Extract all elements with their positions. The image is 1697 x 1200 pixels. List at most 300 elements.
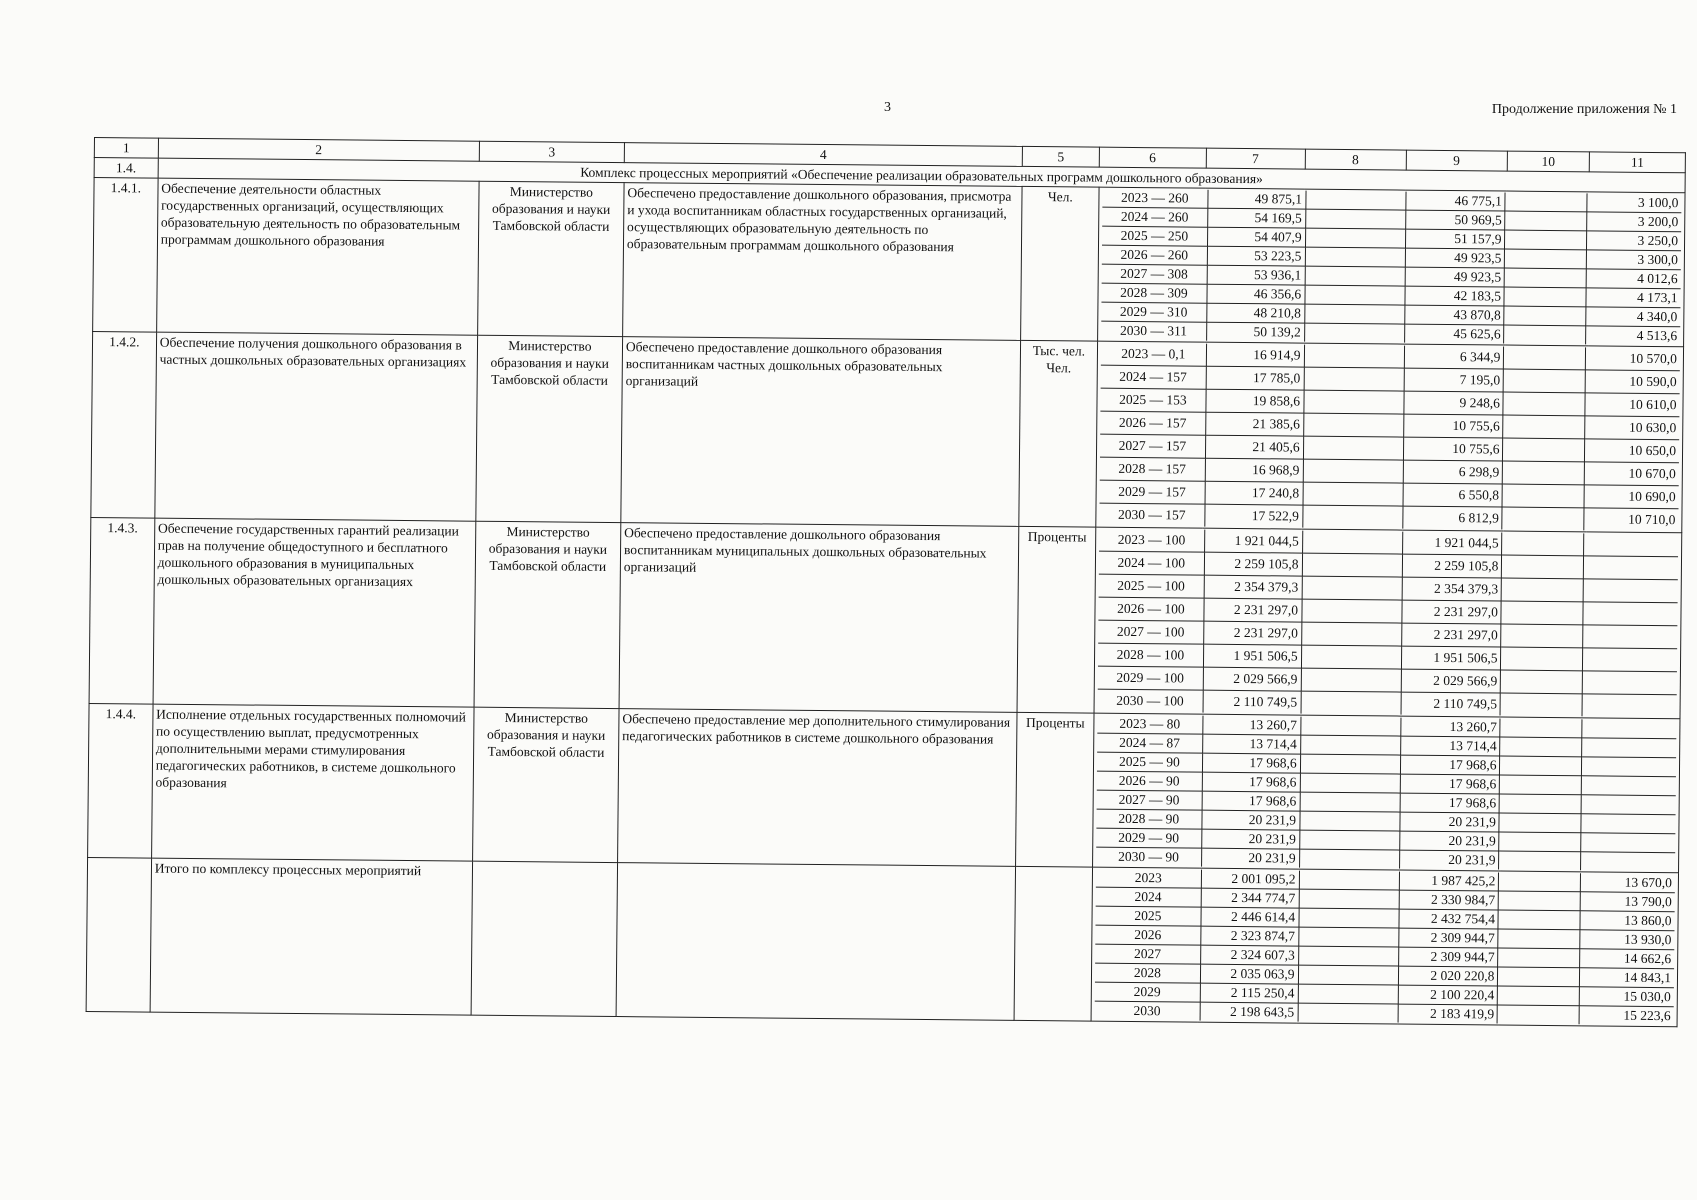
- amount-c7: 13 714,4: [1202, 734, 1300, 754]
- year-target: 2027 — 90: [1097, 790, 1203, 810]
- amount-c7: 2 259 105,8: [1204, 552, 1302, 576]
- amount-c9: 46 775,1: [1405, 192, 1505, 211]
- amount-c11: [1580, 852, 1675, 871]
- amount-c9: 9 248,6: [1403, 391, 1503, 415]
- amount-c9: 2 259 105,8: [1402, 554, 1502, 578]
- amount-c11: 10 650,0: [1584, 439, 1679, 463]
- amount-c10: [1498, 1005, 1580, 1024]
- amount-c11: [1583, 556, 1678, 580]
- amount-c11: 13 790,0: [1580, 892, 1675, 912]
- amount-c10: [1502, 555, 1584, 579]
- amount-c10: [1505, 268, 1587, 288]
- unit: [1017, 526, 1096, 713]
- amount-c8: [1299, 889, 1399, 909]
- values-table: [1096, 715, 1677, 872]
- year-target: 2030 — 157: [1099, 503, 1205, 527]
- amount-c11: 10 690,0: [1584, 485, 1679, 509]
- amount-c8: [1298, 1003, 1398, 1022]
- year-target: 2030 — 311: [1101, 321, 1207, 341]
- values-table: [1101, 189, 1682, 346]
- amount-c9: 49 923,5: [1405, 267, 1505, 287]
- col-header: 1: [94, 138, 158, 159]
- year-target: 2029: [1095, 982, 1201, 1002]
- amount-c8: [1299, 811, 1399, 831]
- amount-c10: [1504, 287, 1586, 307]
- amount-c8: [1304, 304, 1404, 324]
- amount-c10: [1504, 306, 1586, 326]
- year-target: 2026 — 157: [1100, 411, 1206, 435]
- col-header: 3: [479, 141, 624, 162]
- amount-c8: [1302, 576, 1402, 600]
- table-row: [86, 857, 1678, 1026]
- amount-c9: 2 432 754,4: [1398, 909, 1498, 929]
- amount-c10: [1499, 873, 1581, 892]
- amount-c7: 19 858,6: [1206, 389, 1304, 413]
- amount-c7: 20 231,9: [1202, 810, 1300, 830]
- year-target: 2028 — 157: [1100, 457, 1206, 481]
- amount-c10: [1500, 756, 1582, 776]
- amount-c7: 2 344 774,7: [1201, 888, 1299, 908]
- year-target: 2029 — 157: [1099, 480, 1205, 504]
- amount-c7: 20 231,9: [1202, 829, 1300, 849]
- amount-c10: [1503, 415, 1585, 439]
- amount-c11: [1583, 625, 1678, 649]
- unit: [1014, 866, 1092, 1021]
- values-block: [1097, 187, 1685, 347]
- amount-c8: [1305, 247, 1405, 267]
- amount-c11: [1582, 738, 1677, 758]
- year-target: 2026 — 90: [1097, 771, 1203, 791]
- amount-c9: 10 755,6: [1403, 414, 1503, 438]
- amount-c11: 13 860,0: [1580, 911, 1675, 931]
- year-target: 2027 — 308: [1102, 264, 1208, 284]
- year-target: 2029 — 90: [1096, 828, 1202, 848]
- amount-c11: [1581, 814, 1676, 834]
- amount-c9: 49 923,5: [1405, 248, 1505, 268]
- unit-label: Чел.: [1047, 189, 1073, 205]
- amount-c11: 14 662,6: [1580, 949, 1675, 969]
- unit-label: Проценты: [1027, 528, 1087, 545]
- amount-c7: 20 231,9: [1201, 848, 1299, 867]
- year-target: 2024 — 100: [1099, 551, 1205, 575]
- amount-c9: 1 987 425,2: [1399, 872, 1499, 891]
- amount-c11: 10 710,0: [1584, 508, 1679, 531]
- row-number: [86, 857, 151, 1012]
- row-number: 1.4.1.: [93, 178, 158, 333]
- amount-c9: 2 231 297,0: [1401, 600, 1501, 624]
- amount-c11: [1581, 776, 1676, 796]
- result-description: Обеспечено предоставление дошкольного образования, присмотра и ухода воспитанникам областных государственных организаций, осуществляющих образовательную деятельность по образовательным программам дошкольного образования: [623, 183, 1022, 341]
- year-target: 2023 — 260: [1102, 189, 1208, 209]
- year-target: 2028: [1095, 963, 1201, 983]
- amount-c10: [1499, 832, 1581, 852]
- amount-c9: 51 157,9: [1405, 229, 1505, 249]
- amount-c8: [1299, 908, 1399, 928]
- col-header: 9: [1406, 150, 1507, 171]
- amount-c7: 2 323 874,7: [1201, 926, 1299, 946]
- amount-c10: [1503, 438, 1585, 462]
- amount-c7: 49 875,1: [1208, 190, 1306, 209]
- activity-name: Итого по комплексу процессных мероприятий: [150, 858, 473, 1015]
- amount-c8: [1298, 984, 1398, 1004]
- amount-c7: 48 210,8: [1207, 303, 1305, 323]
- amount-c10: [1501, 647, 1583, 671]
- amount-c9: 2 330 984,7: [1399, 890, 1499, 910]
- program-table: [86, 137, 1686, 1027]
- amount-c9: 2 100 220,4: [1398, 985, 1498, 1005]
- amount-c8: [1303, 413, 1403, 437]
- activity-name: Обеспечение государственных гарантий реализации прав на получение общедоступного и бесплатного дошкольного образования в муниципальных дошкольных образовательных организациях: [153, 518, 476, 707]
- amount-c8: [1303, 436, 1403, 460]
- amount-c9: 6 344,9: [1404, 346, 1504, 369]
- amount-c9: 43 870,8: [1404, 305, 1504, 325]
- year-target: 2023: [1096, 869, 1202, 889]
- amount-c9: 20 231,9: [1399, 831, 1499, 851]
- amount-c7: 21 405,6: [1205, 435, 1303, 459]
- amount-c7: 1 921 044,5: [1204, 530, 1302, 553]
- amount-c10: [1500, 737, 1582, 757]
- amount-c7: 17 785,0: [1206, 366, 1304, 390]
- amount-c11: 10 610,0: [1585, 393, 1680, 417]
- amount-c9: 20 231,9: [1399, 850, 1499, 869]
- year-target: 2023 — 0,1: [1101, 343, 1207, 367]
- amount-c11: [1582, 694, 1677, 717]
- section-title: Комплекс процессных мероприятий «Обеспечение реализации образовательных программ дошкольного образования»: [158, 158, 1685, 193]
- year-target: 2027 — 100: [1098, 620, 1204, 644]
- table-row: [89, 517, 1682, 718]
- amount-c11: [1581, 757, 1676, 777]
- amount-c11: 4 340,0: [1586, 307, 1681, 327]
- amount-c10: [1501, 601, 1583, 625]
- amount-c11: 10 630,0: [1585, 416, 1680, 440]
- amount-c8: [1299, 830, 1399, 850]
- amount-c9: 13 714,4: [1400, 736, 1500, 756]
- amount-c10: [1499, 813, 1581, 833]
- row-number: 1.4.2.: [91, 331, 157, 518]
- amount-c11: [1583, 602, 1678, 626]
- result-description: Обеспечено предоставление дошкольного образования воспитанникам муниципальных дошкольных образовательных организаций: [619, 523, 1019, 713]
- amount-c9: 6 550,8: [1403, 483, 1503, 507]
- table-row: [88, 703, 1680, 872]
- amount-c8: [1300, 735, 1400, 755]
- amount-c9: 17 968,6: [1400, 774, 1500, 794]
- amount-c7: 1 951 506,5: [1203, 644, 1301, 668]
- amount-c11: 13 670,0: [1580, 873, 1675, 892]
- executor: Министерство образования и науки Тамбовской области: [476, 335, 623, 522]
- amount-c11: 10 670,0: [1584, 462, 1679, 486]
- amount-c8: [1300, 792, 1400, 812]
- amount-c11: 3 300,0: [1586, 250, 1681, 270]
- amount-c9: 13 260,7: [1400, 718, 1500, 737]
- amount-c11: 10 590,0: [1585, 370, 1680, 394]
- amount-c9: 2 029 566,9: [1401, 669, 1501, 693]
- amount-c10: [1505, 211, 1587, 231]
- activity-name: Исполнение отдельных государственных полномочий по осуществлению выплат, предусмотренных дополнительными мерами стимулирования педагогических работников, в системе дошкольного образования: [151, 704, 474, 861]
- amount-c11: [1582, 671, 1677, 695]
- amount-c9: 1 921 044,5: [1402, 532, 1502, 555]
- year-target: 2024: [1096, 887, 1202, 907]
- amount-c9: 20 231,9: [1399, 812, 1499, 832]
- amount-c9: 7 195,0: [1404, 368, 1504, 392]
- values-block: [1091, 867, 1679, 1027]
- amount-c10: [1503, 392, 1585, 416]
- amount-c11: [1581, 795, 1676, 815]
- amount-c11: [1583, 579, 1678, 603]
- amount-c7: 16 914,9: [1206, 344, 1304, 367]
- year-target: 2025 — 153: [1100, 388, 1206, 412]
- values-block: [1096, 341, 1684, 533]
- unit: [1015, 712, 1093, 867]
- amount-c10: [1500, 775, 1582, 795]
- amount-c8: [1302, 531, 1402, 554]
- amount-c10: [1500, 719, 1582, 738]
- year-target: 2024 — 157: [1101, 365, 1207, 389]
- unit: [1019, 340, 1098, 527]
- amount-c7: 46 356,6: [1207, 284, 1305, 304]
- amount-c9: 2 354 379,3: [1402, 577, 1502, 601]
- amount-c9: 50 969,5: [1405, 210, 1505, 230]
- amount-c7: 2 198 643,5: [1200, 1002, 1298, 1021]
- amount-c11: 3 250,0: [1586, 231, 1681, 251]
- activity-name: Обеспечение деятельности областных государственных организаций, осуществляющих образовательную деятельность по образовательным программам дошкольного образования: [156, 178, 479, 335]
- table-row: [93, 178, 1685, 347]
- amount-c7: 54 407,9: [1207, 227, 1305, 247]
- executor: Министерство образования и науки Тамбовской области: [477, 181, 624, 336]
- amount-c7: 2 354 379,3: [1204, 575, 1302, 599]
- year-target: 2025 — 250: [1102, 226, 1208, 246]
- year-target: 2023 — 80: [1097, 715, 1203, 735]
- year-target: 2030 — 90: [1096, 847, 1202, 867]
- amount-c11: [1582, 719, 1677, 738]
- amount-c10: [1501, 624, 1583, 648]
- amount-c9: 1 951 506,5: [1401, 646, 1501, 670]
- year-target: 2027 — 157: [1100, 434, 1206, 458]
- col-header: 5: [1022, 146, 1099, 167]
- amount-c10: [1502, 533, 1584, 556]
- row-number: 1.4.4.: [88, 703, 153, 858]
- year-target: 2024 — 87: [1097, 733, 1203, 753]
- amount-c9: 10 755,6: [1403, 437, 1503, 461]
- amount-c10: [1504, 325, 1586, 344]
- amount-c10: [1502, 507, 1584, 530]
- page-number: 3: [884, 100, 891, 115]
- amount-c8: [1304, 323, 1404, 342]
- col-header: 4: [624, 143, 1022, 167]
- amount-c11: 13 930,0: [1580, 930, 1675, 950]
- year-target: 2024 — 260: [1102, 207, 1208, 227]
- year-target: 2025 — 100: [1099, 574, 1205, 598]
- amount-c10: [1498, 967, 1580, 987]
- year-target: 2028 — 90: [1096, 809, 1202, 829]
- amount-c8: [1301, 645, 1401, 669]
- amount-c7: 2 029 566,9: [1203, 667, 1301, 691]
- col-header: 7: [1206, 148, 1305, 169]
- amount-c8: [1299, 871, 1399, 890]
- section-number: 1.4.: [94, 158, 158, 179]
- amount-c11: 15 223,6: [1579, 1006, 1674, 1025]
- amount-c8: [1303, 459, 1403, 483]
- amount-c11: 15 030,0: [1579, 987, 1674, 1007]
- amount-c11: 4 012,6: [1586, 269, 1681, 289]
- amount-c7: 2 231 297,0: [1204, 598, 1302, 622]
- amount-c9: 2 020 220,8: [1398, 966, 1498, 986]
- amount-c9: 17 968,6: [1400, 793, 1500, 813]
- year-target: 2029 — 100: [1098, 666, 1204, 690]
- amount-c9: 2 309 944,7: [1398, 928, 1498, 948]
- unit-label: Проценты: [1025, 714, 1085, 731]
- amount-c7: 2 231 297,0: [1203, 621, 1301, 645]
- amount-c9: 6 298,9: [1403, 460, 1503, 484]
- amount-c10: [1500, 794, 1582, 814]
- amount-c8: [1305, 209, 1405, 229]
- amount-c8: [1301, 691, 1401, 714]
- amount-c9: 2 231 297,0: [1401, 623, 1501, 647]
- amount-c11: 3 100,0: [1587, 193, 1682, 212]
- amount-c11: [1582, 648, 1677, 672]
- table-row: [91, 331, 1684, 532]
- amount-c10: [1503, 461, 1585, 485]
- amount-c8: [1305, 285, 1405, 305]
- result-description: [616, 863, 1015, 1021]
- year-target: 2028 — 309: [1101, 283, 1207, 303]
- executor: Министерство образования и науки Тамбовской области: [474, 521, 621, 708]
- amount-c8: [1300, 717, 1400, 736]
- amount-c8: [1298, 946, 1398, 966]
- amount-c10: [1499, 891, 1581, 911]
- amount-c8: [1301, 668, 1401, 692]
- col-header: 6: [1099, 147, 1206, 168]
- amount-c10: [1498, 910, 1580, 930]
- amount-c7: 50 139,2: [1206, 322, 1304, 341]
- amount-c8: [1305, 266, 1405, 286]
- amount-c10: [1502, 484, 1584, 508]
- unit-label: Тыс. чел.: [1032, 343, 1086, 359]
- amount-c11: [1584, 533, 1679, 556]
- amount-c7: 17 968,6: [1202, 791, 1300, 811]
- amount-c7: 53 936,1: [1207, 265, 1305, 285]
- year-target: 2026 — 100: [1098, 597, 1204, 621]
- amount-c8: [1298, 927, 1398, 947]
- amount-c7: 17 968,6: [1202, 753, 1300, 773]
- amount-c7: 2 035 063,9: [1200, 964, 1298, 984]
- amount-c7: 2 446 614,4: [1201, 907, 1299, 927]
- values-block: [1094, 527, 1682, 719]
- executor: Министерство образования и науки Тамбовской области: [472, 707, 619, 862]
- year-target: 2027: [1095, 944, 1201, 964]
- amount-c8: [1304, 345, 1404, 368]
- amount-c10: [1498, 929, 1580, 949]
- amount-c8: [1305, 191, 1405, 210]
- amount-c10: [1505, 249, 1587, 269]
- amount-c10: [1504, 347, 1586, 370]
- result-description: Обеспечено предоставление дошкольного образования воспитанникам частных дошкольных образовательных организаций: [621, 337, 1021, 527]
- values-table: [1099, 343, 1680, 532]
- amount-c8: [1301, 622, 1401, 646]
- amount-c9: 2 183 419,9: [1398, 1004, 1498, 1023]
- col-header: 8: [1305, 149, 1406, 170]
- unit-label: [1019, 868, 1089, 869]
- amount-c9: 17 968,6: [1400, 755, 1500, 775]
- year-target: 2025: [1095, 906, 1201, 926]
- amount-c11: 14 843,1: [1579, 968, 1674, 988]
- amount-c7: 13 260,7: [1203, 716, 1301, 735]
- amount-c7: 16 968,9: [1205, 458, 1303, 482]
- executor: [471, 861, 618, 1016]
- amount-c7: 17 522,9: [1205, 504, 1303, 527]
- amount-c10: [1500, 693, 1582, 716]
- amount-c8: [1300, 773, 1400, 793]
- amount-c11: 3 200,0: [1587, 212, 1682, 232]
- activity-name: Обеспечение получения дошкольного образования в частных дошкольных образовательных организациях: [155, 332, 478, 521]
- amount-c10: [1505, 230, 1587, 250]
- amount-c9: 45 625,6: [1404, 324, 1504, 343]
- amount-c7: 2 001 095,2: [1201, 870, 1299, 889]
- amount-c7: 2 115 250,4: [1200, 983, 1298, 1003]
- amount-c8: [1301, 599, 1401, 623]
- amount-c10: [1498, 948, 1580, 968]
- amount-c8: [1298, 965, 1398, 985]
- amount-c8: [1304, 367, 1404, 391]
- year-target: 2026 — 260: [1102, 245, 1208, 265]
- year-target: 2026: [1095, 925, 1201, 945]
- amount-c11: 10 570,0: [1585, 347, 1680, 370]
- amount-c7: 54 169,5: [1207, 208, 1305, 228]
- amount-c7: 53 223,5: [1207, 246, 1305, 266]
- col-header: 2: [158, 138, 479, 161]
- unit-label-secondary: Чел.: [1046, 360, 1072, 376]
- values-table: [1094, 869, 1675, 1026]
- amount-c9: 6 812,9: [1402, 506, 1502, 529]
- values-table: [1097, 529, 1678, 718]
- amount-c10: [1498, 986, 1580, 1006]
- unit: [1021, 186, 1099, 341]
- result-description: Обеспечено предоставление мер дополнительного стимулирования педагогических работников в системе дошкольного образования: [617, 709, 1016, 867]
- year-target: 2028 — 100: [1098, 643, 1204, 667]
- year-target: 2023 — 100: [1099, 529, 1205, 553]
- amount-c11: 4 173,1: [1586, 288, 1681, 308]
- amount-c8: [1305, 228, 1405, 248]
- amount-c8: [1300, 754, 1400, 774]
- amount-c10: [1501, 670, 1583, 694]
- year-target: 2029 — 310: [1101, 302, 1207, 322]
- amount-c8: [1299, 849, 1399, 868]
- amount-c9: 2 110 749,5: [1401, 692, 1501, 715]
- amount-c11: [1581, 833, 1676, 853]
- year-target: 2030 — 100: [1097, 689, 1203, 713]
- row-number: 1.4.3.: [89, 517, 155, 704]
- year-target: 2030: [1094, 1001, 1200, 1021]
- amount-c7: 17 240,8: [1205, 481, 1303, 505]
- amount-c10: [1499, 851, 1581, 870]
- amount-c7: 2 110 749,5: [1203, 690, 1301, 713]
- amount-c10: [1502, 578, 1584, 602]
- year-target: 2025 — 90: [1097, 752, 1203, 772]
- amount-c10: [1505, 193, 1587, 212]
- amount-c7: 21 385,6: [1205, 412, 1303, 436]
- amount-c9: 2 309 944,7: [1398, 947, 1498, 967]
- amount-c11: 4 513,6: [1586, 326, 1681, 345]
- continuation-label: Продолжение приложения № 1: [1491, 102, 1677, 117]
- amount-c8: [1303, 390, 1403, 414]
- amount-c9: 42 183,5: [1404, 286, 1504, 306]
- amount-c7: 2 324 607,3: [1200, 945, 1298, 965]
- amount-c10: [1504, 369, 1586, 393]
- values-block: [1092, 713, 1680, 873]
- amount-c8: [1302, 505, 1402, 528]
- amount-c8: [1302, 553, 1402, 577]
- col-header: 11: [1589, 152, 1685, 173]
- amount-c8: [1303, 482, 1403, 506]
